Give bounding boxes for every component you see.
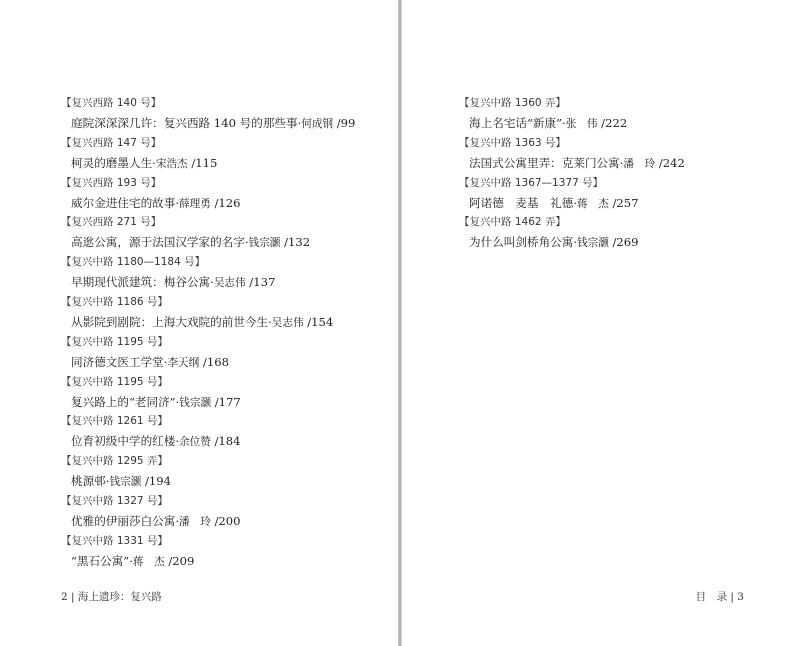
article-page: /257 xyxy=(612,195,639,210)
toc-entry xyxy=(61,452,355,492)
toc-entry xyxy=(459,174,685,214)
article-page: /184 xyxy=(214,434,241,449)
article-line xyxy=(61,551,355,572)
article-author: 李天纲 xyxy=(167,356,200,369)
article-page: /154 xyxy=(307,314,334,329)
section-heading: 【复兴西路 147 号】 xyxy=(61,136,162,149)
article-line xyxy=(61,312,355,333)
section-heading: 【复兴中路 1367—1377 号】 xyxy=(459,176,604,189)
article-title: 威尔金进住宅的故事 xyxy=(71,195,176,210)
separator-dot: · xyxy=(163,354,168,369)
separator-dot: · xyxy=(175,394,180,409)
article-page: /177 xyxy=(214,394,241,409)
section-heading: 【复兴中路 1180—1184 号】 xyxy=(61,256,206,269)
separator-dot: · xyxy=(244,235,249,250)
article-line xyxy=(61,153,355,174)
article-title: 从影院到剧院：上海大戏院的前世今生 xyxy=(71,314,269,329)
article-author: 何成钢 xyxy=(301,118,334,130)
section-heading: 【复兴中路 1331 号】 xyxy=(61,534,168,547)
article-page: /137 xyxy=(249,275,276,290)
toc-entry xyxy=(459,213,685,253)
section-heading: 【复兴中路 1186 号】 xyxy=(61,295,168,308)
article-author: 薛理勇 xyxy=(179,197,211,210)
article-title: 同济德文医工学堂 xyxy=(71,354,164,369)
section-heading: 【复兴中路 1363 号】 xyxy=(459,136,566,149)
article-title: 海上名宅话“新康” xyxy=(469,116,563,130)
article-title: 位育初级中学的红楼 xyxy=(71,434,176,449)
section-heading: 【复兴中路 1195 号】 xyxy=(61,335,168,348)
toc-entry xyxy=(459,134,685,174)
article-author: 宋浩杰 xyxy=(155,157,188,170)
article-line xyxy=(61,232,355,253)
separator-dot: · xyxy=(573,195,578,210)
article-author: 吴志伟 xyxy=(271,316,304,329)
toc-entry xyxy=(61,253,355,293)
toc-entry xyxy=(61,412,355,452)
article-page: /194 xyxy=(144,474,171,489)
article-author: 潘 玲 xyxy=(179,515,211,528)
section-heading: 【复兴中路 1462 弄】 xyxy=(459,216,566,229)
article-line xyxy=(61,352,355,373)
toc-entry xyxy=(459,94,685,134)
article-title: 早期现代派建筑：梅谷公寓 xyxy=(71,275,211,290)
article-title: 高逖公寓，源于法国汉学家的名字 xyxy=(71,235,245,250)
separator-dot: · xyxy=(175,434,180,449)
article-title: “黑石公寓” xyxy=(71,553,130,568)
section-heading: 【复兴西路 271 号】 xyxy=(61,216,162,229)
article-author: 钱宗灏 xyxy=(577,237,609,250)
article-title: 为什么叫剑桥角公寓 xyxy=(469,235,574,250)
article-title: 复兴路上的“老同济” xyxy=(71,394,176,409)
separator-dot: · xyxy=(175,513,180,528)
toc-entry xyxy=(61,293,355,333)
separator-dot: · xyxy=(152,155,156,170)
toc-entry xyxy=(61,213,355,253)
toc-entry xyxy=(61,94,355,134)
page-footer-right: 目 录 | 3 xyxy=(695,591,744,603)
article-author: 余位赞 xyxy=(179,436,211,449)
article-author: 潘 玲 xyxy=(623,157,656,170)
article-author: 张 伟 xyxy=(565,118,598,130)
article-line xyxy=(459,153,685,174)
toc-entry xyxy=(61,174,355,214)
article-line xyxy=(61,272,355,293)
separator-dot: · xyxy=(619,155,624,170)
article-title: 柯灵的磨墨人生 xyxy=(71,155,153,170)
article-page: /242 xyxy=(658,155,685,170)
article-title: 庭院深深深几许：复兴西路 140 号的那些事 xyxy=(71,116,298,130)
article-page: /115 xyxy=(191,155,218,170)
article-line xyxy=(459,113,685,134)
separator-dot: · xyxy=(268,314,272,329)
separator-dot: · xyxy=(297,116,302,130)
separator-dot: · xyxy=(573,235,578,250)
article-author: 蒋 杰 xyxy=(577,197,609,210)
article-author: 钱宗灏 xyxy=(248,237,281,250)
separator-dot: · xyxy=(562,116,566,130)
toc-entry xyxy=(61,373,355,413)
article-author: 钱宗灏 xyxy=(179,396,212,409)
article-line xyxy=(61,471,355,492)
toc-entry xyxy=(61,492,355,532)
separator-dot: · xyxy=(129,553,133,568)
article-title: 优雅的伊丽莎白公寓 xyxy=(71,513,176,528)
section-heading: 【复兴中路 1195 号】 xyxy=(61,375,168,388)
separator-dot: · xyxy=(175,195,180,210)
toc-list-left xyxy=(61,94,355,572)
toc-entry xyxy=(61,333,355,373)
article-page: /132 xyxy=(284,235,311,250)
article-line xyxy=(61,113,355,134)
article-line xyxy=(61,392,355,413)
section-heading: 【复兴中路 1261 号】 xyxy=(61,415,168,428)
section-heading: 【复兴西路 140 号】 xyxy=(61,97,162,109)
section-heading: 【复兴中路 1327 号】 xyxy=(61,494,168,507)
right-page xyxy=(401,0,800,646)
section-heading: 【复兴中路 1295 弄】 xyxy=(61,455,168,468)
article-title: 阿诺德 麦基 礼德 xyxy=(469,195,574,210)
article-author: 吴志伟 xyxy=(213,277,246,290)
toc-list-right xyxy=(459,94,685,253)
article-page: /126 xyxy=(214,195,241,210)
article-page: /209 xyxy=(168,553,195,568)
article-page: /269 xyxy=(612,235,639,250)
article-line xyxy=(459,193,685,214)
toc-entry xyxy=(61,134,355,174)
article-title: 桃源邨 xyxy=(71,474,106,489)
article-title: 法国式公寓里弄：克莱门公寓 xyxy=(469,155,620,170)
article-page: /222 xyxy=(601,116,628,130)
article-author: 蒋 杰 xyxy=(132,555,165,568)
left-page xyxy=(0,0,399,646)
section-heading: 【复兴西路 193 号】 xyxy=(61,176,162,189)
separator-dot: · xyxy=(210,275,214,290)
article-line xyxy=(61,511,355,532)
article-line xyxy=(61,431,355,452)
article-page: /99 xyxy=(336,116,356,130)
article-page: /200 xyxy=(214,513,241,528)
toc-entry xyxy=(61,532,355,572)
article-line xyxy=(459,232,685,253)
separator-dot: · xyxy=(105,474,110,489)
page-footer-left: 2 | 海上遗珍：复兴路 xyxy=(61,591,162,603)
article-page: /168 xyxy=(202,354,229,369)
section-heading: 【复兴中路 1360 弄】 xyxy=(459,97,566,109)
article-author: 钱宗灏 xyxy=(109,476,142,489)
article-line xyxy=(61,193,355,214)
